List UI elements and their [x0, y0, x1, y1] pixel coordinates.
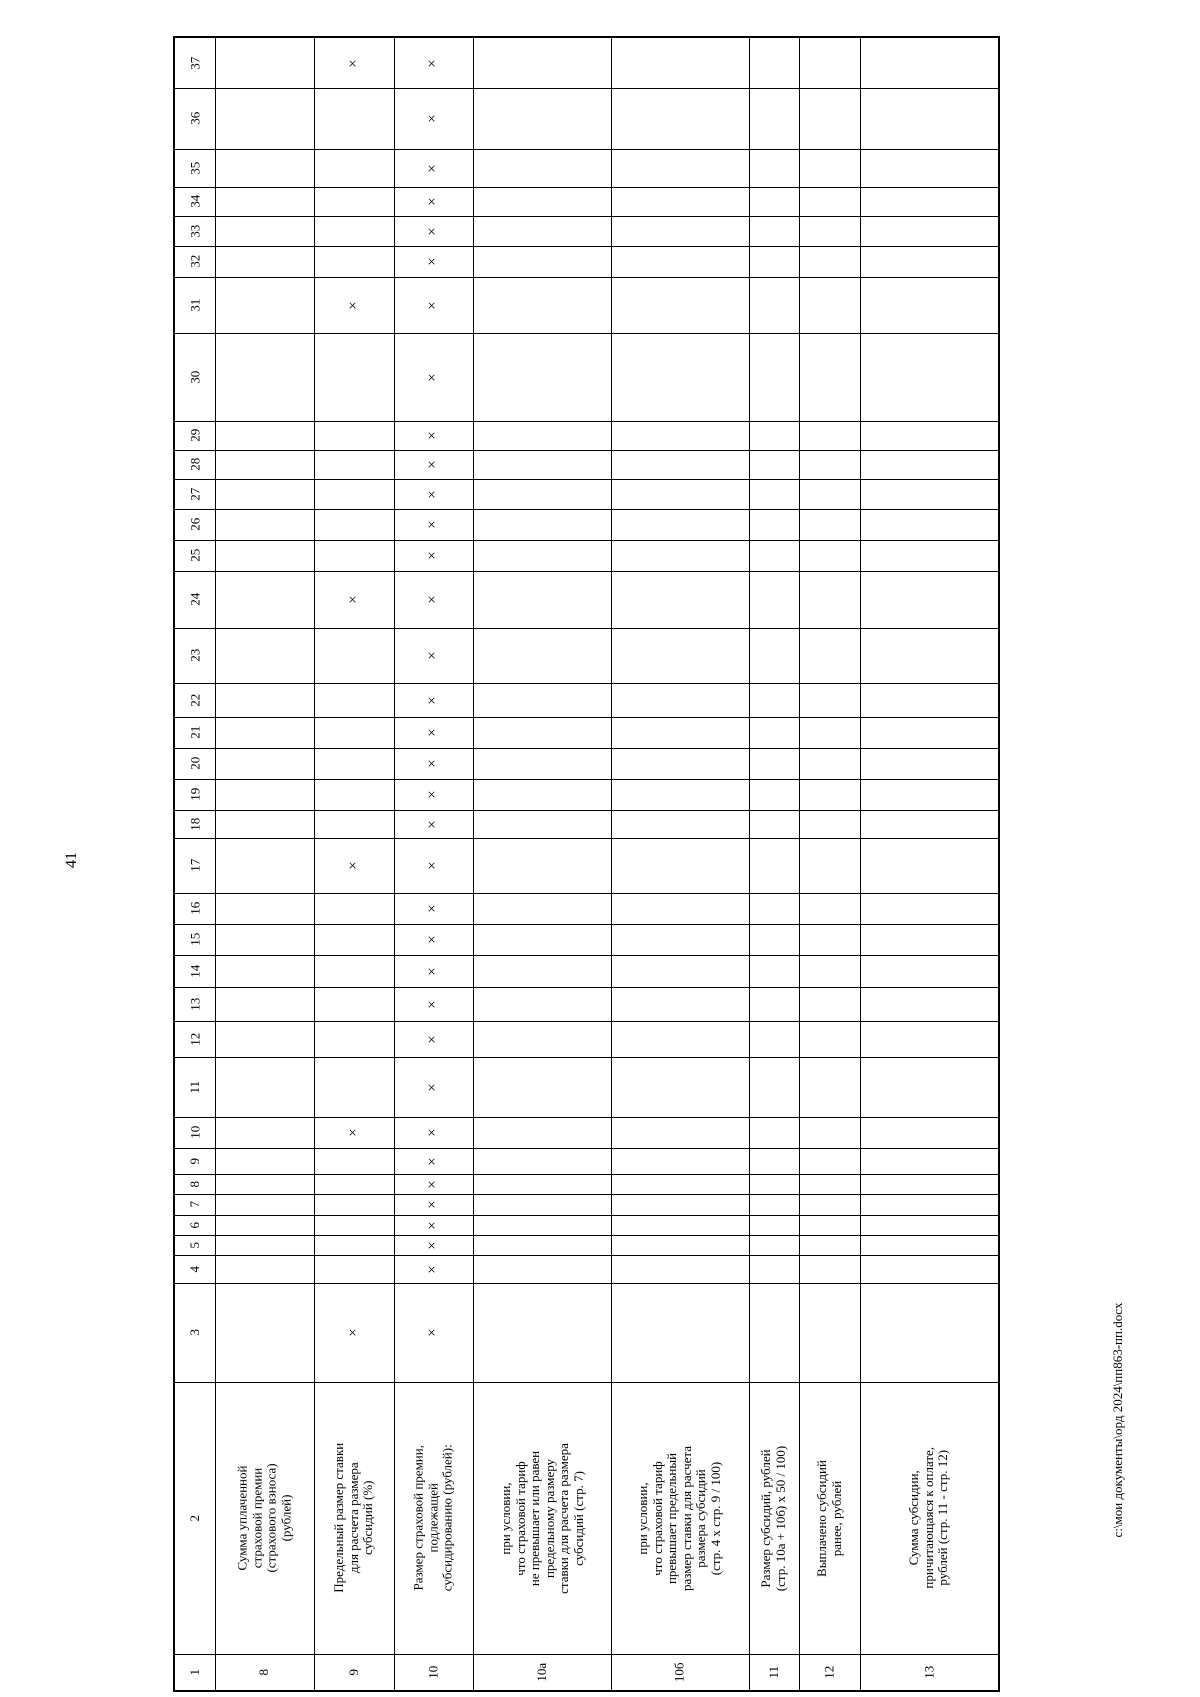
- column-number: 18: [186, 817, 202, 831]
- header-cell: [175, 540, 215, 571]
- column-number: 26: [186, 518, 202, 531]
- column-number: 7: [186, 1201, 202, 1208]
- row-name-line: предельному размеру: [541, 1458, 556, 1578]
- mark-cell: [314, 38, 394, 88]
- grid-line: [175, 810, 998, 811]
- column-number: 12: [186, 1032, 202, 1046]
- row-code: 13: [920, 1665, 936, 1679]
- grid-line: [175, 571, 998, 572]
- mark-cell: [394, 1148, 473, 1174]
- column-number: 30: [186, 370, 202, 384]
- x-mark: ×: [425, 1264, 441, 1274]
- x-mark: ×: [425, 372, 441, 382]
- column-number: 20: [186, 757, 202, 770]
- header-cell: [175, 955, 215, 987]
- row-name-line: превышает предельный: [664, 1452, 680, 1584]
- row-name-cell: [749, 1382, 799, 1654]
- header-cell: [175, 1194, 215, 1215]
- header-cell: [175, 187, 215, 216]
- header-cell: [175, 333, 215, 421]
- row-name-cell: [394, 1382, 473, 1654]
- header-cell: [175, 683, 215, 717]
- row-code-cell: [860, 1654, 998, 1690]
- x-mark: ×: [425, 1082, 441, 1092]
- x-mark: ×: [425, 1220, 441, 1230]
- row-name-line: не превышает или равен: [526, 1450, 542, 1586]
- column-number: 10: [186, 1126, 202, 1139]
- mark-cell: [394, 571, 473, 628]
- grid-line: [175, 987, 998, 988]
- grid-line: [175, 1215, 998, 1216]
- row-name-line: Размер страховой премии,: [410, 1445, 426, 1591]
- header-cell: [175, 779, 215, 810]
- mark-cell: [394, 717, 473, 748]
- row-code-cell: [394, 1654, 473, 1690]
- mark-cell: [394, 683, 473, 717]
- x-mark: ×: [425, 551, 441, 560]
- header-cell: [175, 1382, 215, 1654]
- grid-line: [175, 628, 998, 629]
- grid-line: [175, 1174, 998, 1175]
- mark-cell: [314, 838, 394, 893]
- row-code: 10а: [533, 1662, 549, 1682]
- mark-cell: [394, 421, 473, 450]
- mark-cell: [394, 1283, 473, 1382]
- row-code: 11: [765, 1665, 781, 1679]
- header-cell: [175, 1255, 215, 1283]
- x-mark: ×: [345, 1328, 362, 1337]
- x-mark: ×: [425, 904, 441, 913]
- x-mark: ×: [425, 257, 441, 266]
- column-number: 21: [186, 726, 202, 739]
- x-mark: ×: [345, 595, 362, 604]
- header-cell: [175, 450, 215, 479]
- x-mark: ×: [425, 999, 441, 1009]
- mark-cell: [394, 450, 473, 479]
- x-mark: ×: [425, 595, 441, 604]
- row-name-line: размер ставки для расчета: [679, 1445, 695, 1591]
- column-number: 15: [186, 933, 202, 946]
- mark-cell: [394, 333, 473, 421]
- grid-line: [175, 1255, 998, 1256]
- row-name-cell: [799, 1382, 860, 1654]
- x-mark: ×: [425, 58, 441, 68]
- row-name-line: ранее, рублей: [828, 1480, 844, 1556]
- row-name-line: при условии,: [635, 1481, 651, 1555]
- grid-line: [175, 779, 998, 780]
- row-code-cell: [611, 1654, 749, 1690]
- column-number: 23: [186, 649, 202, 662]
- grid-line: [175, 187, 998, 188]
- header-cell: [175, 1148, 215, 1174]
- grid-line: [175, 479, 998, 480]
- x-mark: ×: [425, 1034, 441, 1044]
- header-cell: [175, 717, 215, 748]
- row-name-line: Размер субсидий, рублей: [758, 1448, 774, 1588]
- x-mark: ×: [345, 861, 362, 870]
- mark-cell: [394, 38, 473, 88]
- row-name-line: при условии,: [497, 1481, 513, 1555]
- row-name-cell: [860, 1382, 998, 1654]
- grid-line: [175, 1148, 998, 1149]
- column-number: 1: [186, 1668, 202, 1676]
- mark-cell: [394, 88, 473, 149]
- x-mark: ×: [345, 300, 362, 310]
- row-code: 8: [256, 1668, 272, 1676]
- x-mark: ×: [425, 520, 441, 529]
- row-code: 12: [821, 1665, 837, 1679]
- grid-line: [175, 277, 998, 278]
- column-number: 17: [186, 859, 202, 872]
- x-mark: ×: [425, 1200, 441, 1209]
- mark-cell: [314, 571, 394, 628]
- row-code: 9: [345, 1668, 361, 1676]
- mark-cell: [394, 924, 473, 955]
- mark-cell: [394, 1057, 473, 1117]
- x-mark: ×: [425, 197, 441, 206]
- header-cell: [175, 838, 215, 893]
- x-mark: ×: [425, 1156, 441, 1166]
- grid-line: [175, 1235, 998, 1236]
- row-name: [499, 1443, 586, 1594]
- x-mark: ×: [425, 460, 441, 469]
- page-number: 41: [63, 852, 80, 868]
- header-cell: [175, 1283, 215, 1382]
- x-mark: ×: [425, 1240, 441, 1250]
- header-cell: [175, 246, 215, 277]
- column-number: 11: [186, 1080, 202, 1094]
- header-cell: [175, 1117, 215, 1148]
- mark-cell: [394, 246, 473, 277]
- row-name-line: причитающаяся к оплате,: [920, 1447, 936, 1589]
- mark-cell: [394, 1021, 473, 1057]
- header-cell: [175, 924, 215, 955]
- row-name-cell: [473, 1382, 611, 1654]
- x-mark: ×: [425, 1328, 441, 1337]
- mark-cell: [394, 1194, 473, 1215]
- x-mark: ×: [425, 114, 441, 123]
- mark-cell: [314, 1283, 394, 1382]
- grid-line: [175, 1194, 998, 1195]
- column-number: 8: [186, 1180, 202, 1188]
- header-cell: [175, 277, 215, 333]
- grid-line: [175, 149, 998, 150]
- x-mark: ×: [425, 935, 441, 944]
- header-cell: [175, 893, 215, 924]
- row-name-line: Сумма субсидии,: [906, 1470, 922, 1566]
- header-cell: [175, 628, 215, 683]
- column-number: 28: [186, 458, 202, 471]
- column-number: 37: [186, 56, 202, 70]
- row-code-cell: [473, 1654, 611, 1690]
- row-code-cell: [314, 1654, 394, 1690]
- mark-cell: [314, 1117, 394, 1148]
- grid-line: [175, 421, 998, 422]
- file-path-footer: с:\мои документы\орд 2024\пп863-пп.docx: [1110, 1302, 1125, 1538]
- row-code: 10: [425, 1665, 441, 1679]
- mark-cell: [394, 187, 473, 216]
- row-name-line: что страховой тариф: [650, 1460, 666, 1576]
- grid-line: [175, 924, 998, 925]
- row-name-line: (рублей): [278, 1494, 294, 1542]
- row-name-line: размера субсидий: [693, 1468, 709, 1568]
- header-cell: [175, 149, 215, 187]
- header-cell: [175, 479, 215, 509]
- column-number: 32: [186, 255, 202, 268]
- grid-line: [175, 683, 998, 684]
- mark-cell: [394, 149, 473, 187]
- header-cell: [175, 1654, 215, 1690]
- row-name-line: (стр. 10а + 10б) х 50 / 100): [773, 1445, 788, 1591]
- row-name-cell: [215, 1382, 314, 1654]
- column-number: 35: [186, 161, 202, 175]
- x-mark: ×: [425, 163, 441, 173]
- row-name-line: субсидий (%): [360, 1480, 376, 1556]
- row-name-line: ставки для расчета размера: [555, 1442, 571, 1594]
- x-mark: ×: [425, 489, 441, 499]
- column-number: 6: [186, 1221, 202, 1229]
- x-mark: ×: [345, 58, 362, 68]
- column-number: 2: [186, 1514, 202, 1522]
- mark-cell: [394, 628, 473, 683]
- grid-line: [175, 450, 998, 451]
- column-number: 27: [186, 487, 202, 501]
- row-name: [815, 1460, 844, 1577]
- mark-cell: [394, 509, 473, 540]
- grid-line: [175, 1021, 998, 1022]
- grid-line: [175, 246, 998, 247]
- column-number: 13: [186, 997, 202, 1011]
- header-cell: [175, 748, 215, 779]
- x-mark: ×: [345, 1128, 362, 1137]
- x-mark: ×: [425, 861, 441, 870]
- mark-cell: [394, 1174, 473, 1194]
- column-number: 25: [186, 549, 202, 562]
- grid-line: [175, 88, 998, 89]
- mark-cell: [394, 955, 473, 987]
- column-number: 24: [186, 593, 202, 606]
- row-name: [332, 1443, 376, 1593]
- row-name-line: субсидий (стр. 7): [570, 1470, 585, 1566]
- column-number: 19: [186, 788, 202, 801]
- grid-line: [175, 216, 998, 217]
- mark-cell: [394, 216, 473, 246]
- header-cell: [175, 216, 215, 246]
- row-code-cell: [749, 1654, 799, 1690]
- row-code: 10б: [671, 1662, 687, 1682]
- mark-cell: [394, 779, 473, 810]
- column-number: 9: [186, 1157, 202, 1165]
- column-number: 3: [186, 1329, 202, 1336]
- grid-line: [175, 748, 998, 749]
- header-cell: [175, 88, 215, 149]
- row-name-line: субсидированию (рублей):: [439, 1444, 455, 1592]
- column-number: 16: [186, 902, 202, 915]
- mark-cell: [394, 748, 473, 779]
- grid-line: [175, 509, 998, 510]
- row-name-line: для расчета размера: [345, 1462, 361, 1574]
- row-name: [760, 1445, 789, 1590]
- row-name-line: (страхового взноса): [263, 1463, 279, 1573]
- row-name-line: рублей (стр. 11 - стр. 12): [935, 1450, 951, 1586]
- column-number: 14: [186, 964, 202, 978]
- grid-line: [175, 1117, 998, 1118]
- mark-cell: [394, 810, 473, 838]
- row-name-line: Предельный размер ставки: [331, 1443, 347, 1593]
- header-cell: [175, 571, 215, 628]
- header-cell: [175, 810, 215, 838]
- x-mark: ×: [425, 431, 441, 440]
- mark-cell: [394, 838, 473, 893]
- column-number: 5: [186, 1241, 202, 1249]
- mark-cell: [394, 540, 473, 571]
- column-number: 33: [186, 224, 202, 238]
- row-name: [907, 1447, 951, 1589]
- column-number: 31: [186, 298, 202, 312]
- row-name-line: подлежащей: [425, 1483, 441, 1553]
- x-mark: ×: [425, 1128, 441, 1137]
- x-mark: ×: [425, 1179, 441, 1189]
- row-code-cell: [215, 1654, 314, 1690]
- row-name-line: что страховой тариф: [512, 1460, 527, 1576]
- column-number: 36: [186, 112, 202, 125]
- row-name-line: Сумма уплаченной: [234, 1465, 250, 1571]
- grid-line: [175, 838, 998, 839]
- x-mark: ×: [425, 728, 441, 737]
- row-name: [236, 1463, 294, 1572]
- mark-cell: [394, 1235, 473, 1255]
- mark-cell: [394, 1117, 473, 1148]
- column-number: 4: [186, 1265, 202, 1273]
- grid-line: [175, 540, 998, 541]
- mark-cell: [394, 1215, 473, 1235]
- grid-line: [175, 1057, 998, 1058]
- grid-line: [175, 955, 998, 956]
- mark-cell: [394, 1255, 473, 1283]
- row-name: [412, 1445, 456, 1592]
- header-cell: [175, 38, 215, 88]
- header-cell: [175, 1235, 215, 1255]
- x-mark: ×: [425, 300, 441, 310]
- mark-cell: [394, 479, 473, 509]
- column-number: 29: [186, 429, 202, 442]
- row-name-cell: [314, 1382, 394, 1654]
- mark-cell: [394, 893, 473, 924]
- x-mark: ×: [425, 226, 441, 236]
- header-cell: [175, 987, 215, 1021]
- header-cell: [175, 509, 215, 540]
- header-cell: [175, 1021, 215, 1057]
- subsidy-calculation-table: [173, 36, 1000, 1692]
- mark-cell: [314, 277, 394, 333]
- header-cell: [175, 1174, 215, 1194]
- row-code-cell: [799, 1654, 860, 1690]
- header-cell: [175, 1057, 215, 1117]
- row-name: [637, 1445, 724, 1590]
- grid-line: [175, 893, 998, 894]
- x-mark: ×: [425, 819, 441, 829]
- x-mark: ×: [425, 759, 441, 768]
- header-cell: [175, 1215, 215, 1235]
- grid-line: [175, 1283, 998, 1284]
- header-cell: [175, 421, 215, 450]
- column-number: 22: [186, 693, 202, 707]
- grid-line: [175, 333, 998, 334]
- row-name-cell: [611, 1382, 749, 1654]
- mark-cell: [394, 987, 473, 1021]
- row-name-line: страховой премии: [249, 1467, 265, 1569]
- x-mark: ×: [425, 790, 441, 799]
- x-mark: ×: [425, 966, 441, 976]
- column-number: 34: [186, 195, 202, 208]
- x-mark: ×: [425, 651, 441, 660]
- x-mark: ×: [425, 695, 441, 705]
- grid-line: [175, 717, 998, 718]
- row-name-line: Выплачено субсидий: [814, 1459, 830, 1577]
- row-name-line: (стр. 4 х стр. 9 / 100): [708, 1461, 724, 1575]
- mark-cell: [394, 277, 473, 333]
